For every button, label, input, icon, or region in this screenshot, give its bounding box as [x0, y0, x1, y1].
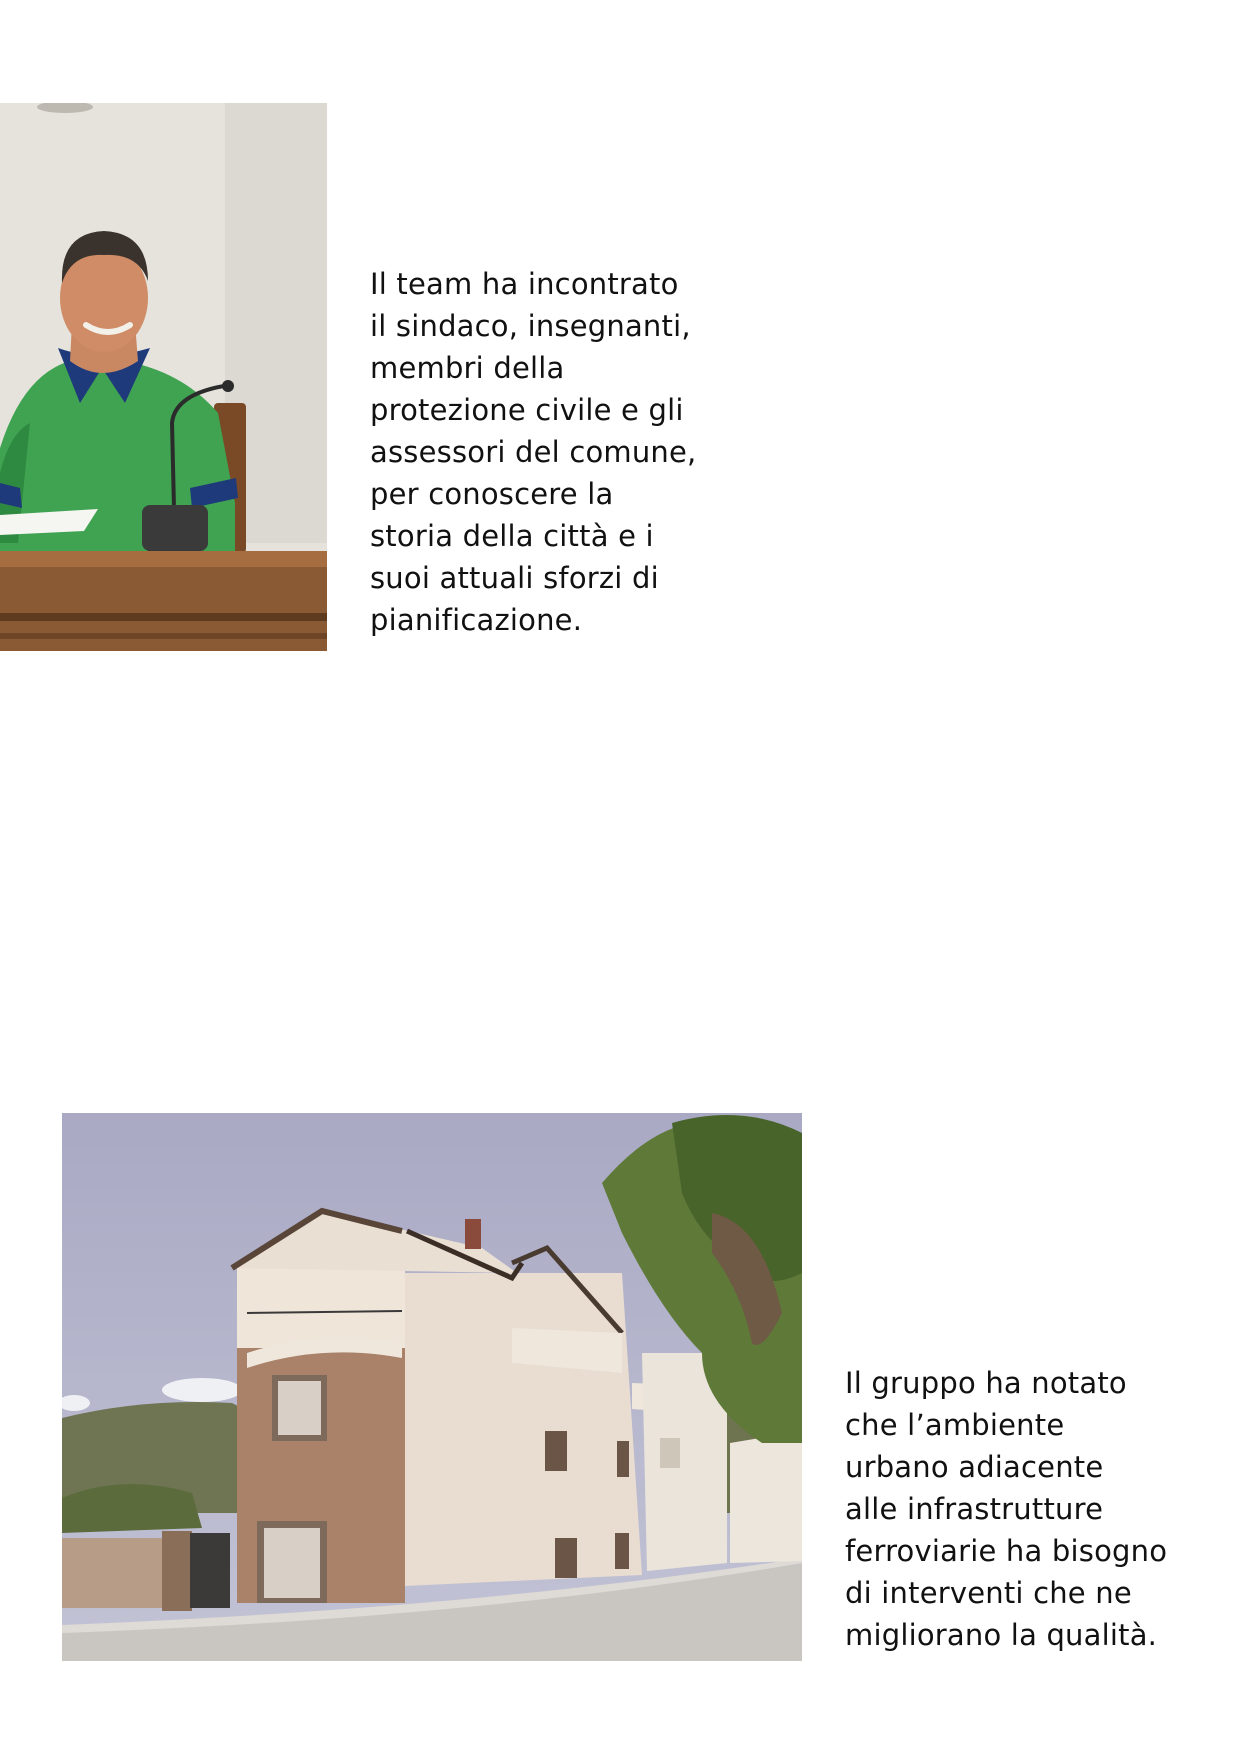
caption-urban-environment: Il gruppo ha notato che l’ambiente urbano adiacente alle infrastrutture ferroviarie ha bisogno di interventi che ne migliorano la qualità. — [845, 1366, 1168, 1652]
caption-meeting: Il team ha incontrato il sindaco, insegnanti, membri della protezione civile e gli assessori del comune, per conoscere la storia della città e i suoi attuali sforzi di pianificazione. — [370, 267, 697, 637]
photo-meeting-mayor — [0, 103, 327, 651]
photo-residential-building — [62, 1113, 802, 1661]
meeting-photo-illustration — [0, 103, 327, 651]
building-photo-illustration — [62, 1113, 802, 1661]
